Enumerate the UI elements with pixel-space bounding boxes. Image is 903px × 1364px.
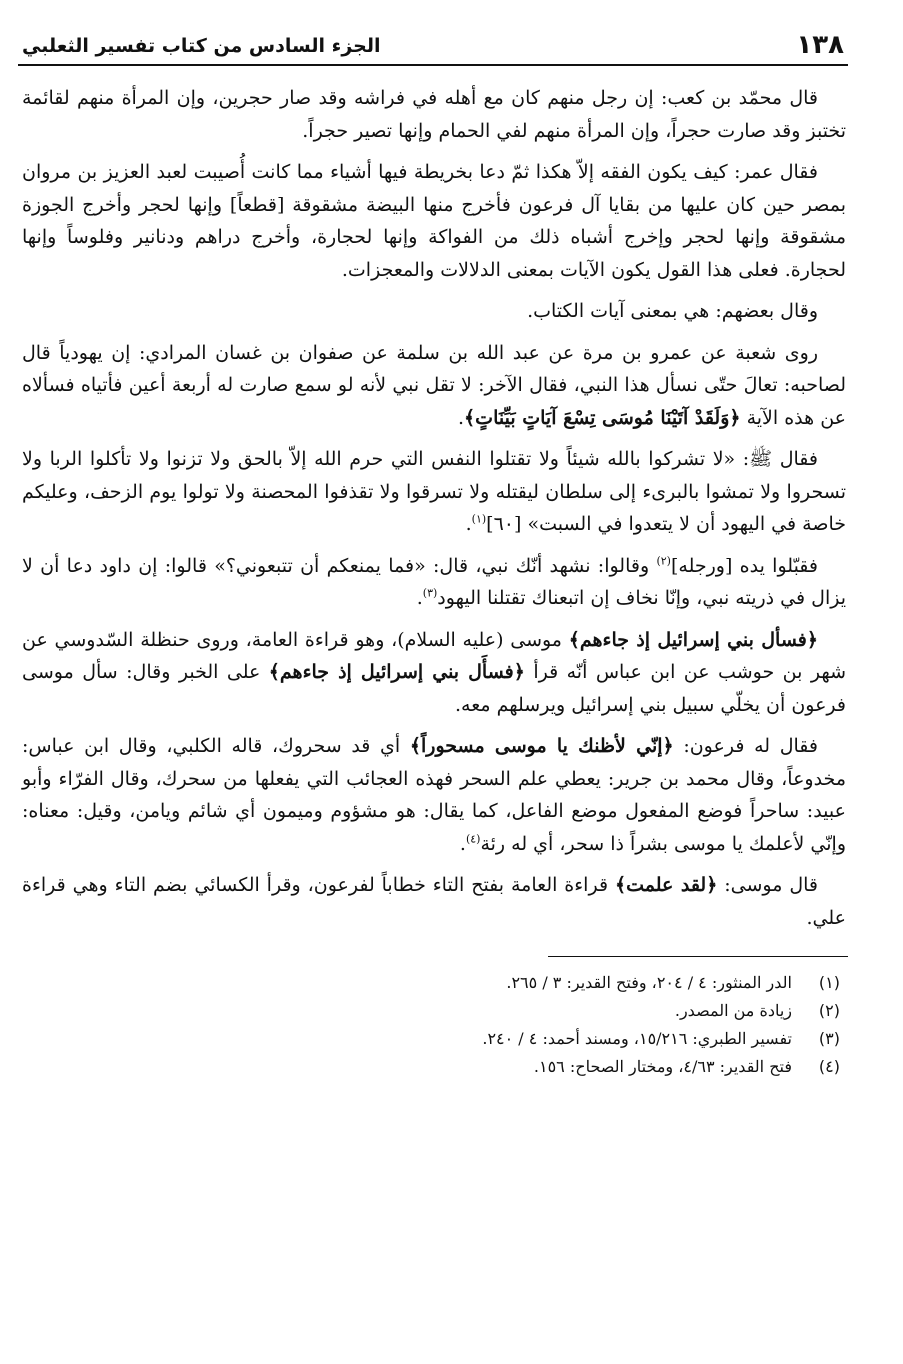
- footnote-item: [18, 1025, 840, 1053]
- quran-quote: ﴿إنّي لأظنك يا موسى مسحوراً﴾: [409, 735, 674, 757]
- paragraph-text: فقال عمر: كيف يكون الفقه إلاّ هكذا ثمّ دعا بخريطة فيها أشياء مما كانت أُصيبت لعبد العزيز بن مروان بمصر حين كان عليها من بقايا آل فرعون فأخرج منها البيضة مشقوقة [قطعاً] وإنها لحجر وأخرج الجوزة مشقوقة وإنها لحجر وإخرج أشباه ذلك من الفواكة وإنها لحجارة، وأخرج دراهم ودنانير وفلوساً وإنها لحجارة. فعلى هذا القول يكون الآيات بمعنى الدلالات والمعجزات.: [22, 161, 846, 281]
- main-text: [18, 82, 848, 934]
- paragraph-1: [22, 82, 846, 147]
- footnote-ref[interactable]: (١): [471, 512, 487, 526]
- footnote-divider: [548, 956, 848, 957]
- page-header: [18, 22, 848, 66]
- paragraph-text: .: [459, 832, 466, 855]
- paragraph-text: موسى (عليه السلام)، وهو قراءة العامة، وروى حنظلة السّدوسي عن شهر بن حوشب عن ابن عباس أنّه قرأ: [22, 628, 846, 683]
- footnote-text: زيادة من المصدر.: [674, 1001, 792, 1020]
- quran-quote: ﴿فسأل بني إسرائيل إذ جاءهم﴾: [568, 628, 818, 651]
- paragraph-text: .: [465, 513, 472, 535]
- paragraph-4: [22, 337, 846, 435]
- footnote-number: (٣): [818, 1029, 840, 1048]
- paragraph-7: [22, 624, 846, 722]
- footnote-ref[interactable]: (٣): [422, 586, 438, 600]
- quran-quote: ﴿لقد علمت﴾: [614, 874, 718, 896]
- paragraph-text: فقال ﷺ: «لا تشركوا بالله شيئاً ولا تقتلوا النفس التي حرم الله إلاّ بالحق ولا تزنوا ولا تأكلوا الربا ولا تسحروا ولا تمشوا بالبرىء إلى سلطان ليقتله ولا تسرقوا ولا تقذفوا المحصنة ولا تولوا يوم الزحف، وعليكم خاصة في اليهود أن لا يتعدوا في السبت» [٦٠]: [22, 448, 846, 535]
- footnote-item: [18, 969, 840, 997]
- paragraph-text: .: [458, 406, 465, 429]
- quran-quote: ﴿وَلَقَدْ آتَيْنَا مُوسَى تِسْعَ آيَاتٍ بَيِّنَاتٍ﴾: [464, 406, 741, 429]
- paragraph-text: أي قد سحروك، قاله الكلبي، وقال ابن عباس: مخدوعاً، وقال محمد بن جرير: يعطي علم السحر فهذه العجائب التي يفعلها من سحرك، وقال الفرّاء وأبو عبيد: ساحراً فوضع المفعول موضع الفاعل، كما يقال: هو مشؤوم وميمون أي شائم ويامن، وقيل: معناه: وإنّي لأعلمك يا موسى بشراً ذا سحر، أي له رئة: [22, 735, 846, 855]
- footnote-number: (١): [818, 973, 840, 992]
- paragraph-3: [22, 295, 846, 328]
- paragraph-text: قراءة العامة بفتح التاء خطاباً لفرعون، وقرأ الكسائي بضم التاء وهي قراءة علي.: [22, 874, 846, 929]
- footnote-ref[interactable]: (٤): [465, 832, 481, 846]
- book-page: [18, 22, 848, 1081]
- footnotes-list: [18, 969, 848, 1081]
- paragraph-text: على الخبر وقال: سأل موسى فرعون أن يخلّي سبيل بني إسرائيل ويرسلهم معه.: [22, 661, 846, 716]
- footnote-ref[interactable]: (٢): [656, 554, 671, 568]
- page-number: ١٣٨: [796, 30, 844, 60]
- paragraph-text: قال محمّد بن كعب: إن رجل منهم كان مع أهله في فراشه وقد صار حجرين، وإن المرأة منهم لقائمة تختبز وقد صارت حجراً، وإن المرأة منهم لفي الحمام وإنها تصير حجراً.: [22, 87, 846, 142]
- paragraph-8: [22, 730, 846, 860]
- running-title: الجزء السادس من كتاب تفسير الثعلبي: [22, 35, 381, 57]
- paragraph-text: فقال له فرعون:: [673, 735, 818, 757]
- paragraph-text: .: [416, 587, 423, 609]
- footnote-item: [18, 1053, 840, 1081]
- quran-quote: ﴿فسأَل بني إسرائيل إذ جاءهم﴾: [268, 661, 525, 683]
- paragraph-5: [22, 443, 846, 541]
- paragraph-9: [22, 869, 846, 934]
- footnote-number: (٢): [818, 1001, 840, 1020]
- footnote-text: الدر المنثور: ٤ / ٢٠٤، وفتح القدير: ٣ / ٢٦٥.: [506, 973, 792, 992]
- paragraph-text: وقال بعضهم: هي بمعنى آيات الكتاب.: [527, 300, 818, 322]
- footnote-text: فتح القدير: ٤/٦٣، ومختار الصحاح: ١٥٦.: [533, 1057, 792, 1076]
- paragraph-2: [22, 156, 846, 286]
- footnote-item: [18, 997, 840, 1025]
- paragraph-text: قال موسى:: [717, 874, 819, 896]
- paragraph-text: فقبّلوا يده [ورجله]: [670, 554, 818, 577]
- paragraph-text: وقالوا: نشهد أنّك نبي، قال: «فما يمنعكم أن تتبعوني؟» قالوا: إن داود دعا أن لا يزال في ذريته نبي، وإنّا نخاف إن اتبعناك تقتلنا اليهود: [22, 554, 846, 609]
- paragraph-6: [22, 550, 846, 615]
- footnote-text: تفسير الطبري: ١٥/٢١٦، ومسند أحمد: ٤ / ٢٤٠.: [482, 1029, 792, 1048]
- paragraph-text: روى شعبة عن عمرو بن مرة عن عبد الله بن سلمة عن صفوان بن غسان المرادي: إن يهودياً قال لصاحبه: تعالَ حتّى نسأل هذا النبي، فقال الآخر: لا تقل نبي لأنه لو سمع صارت له أربعة أعين فأتياه فسألاه عن هذه الآية: [22, 341, 846, 429]
- footnote-number: (٤): [818, 1057, 840, 1076]
